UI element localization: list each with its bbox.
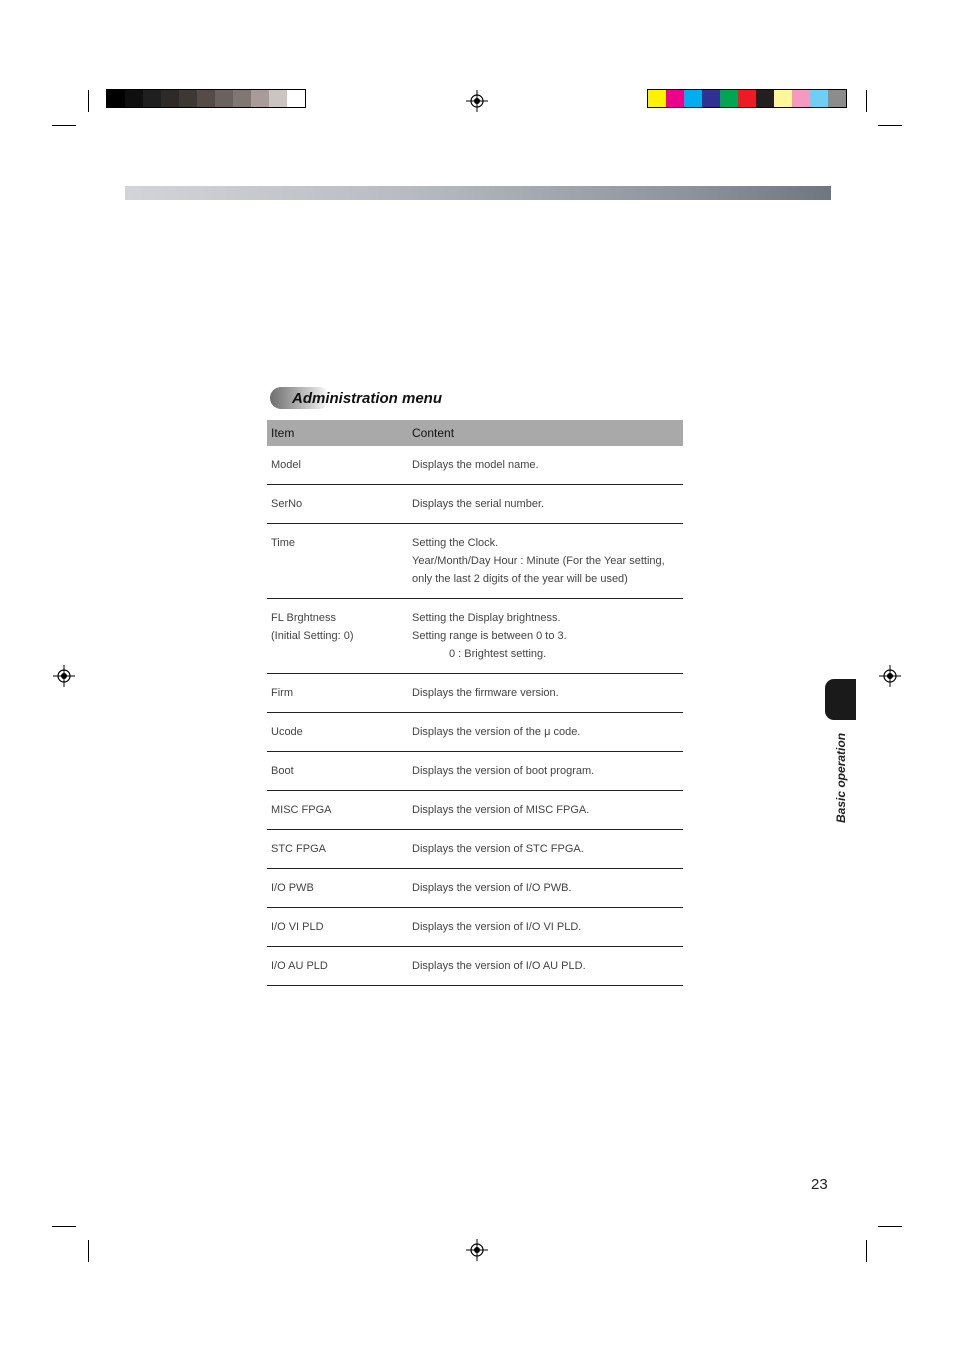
item-text: Boot [271,765,294,777]
content-text: only the last 2 digits of the year will be used) [412,573,628,585]
color-swatch [269,90,287,107]
item-cell [267,599,408,674]
crop-mark [52,125,76,126]
content-cell [408,947,683,986]
table-row [267,830,683,869]
content-text: Displays the version of the μ code. [412,726,581,738]
registration-mark-icon [466,90,488,112]
color-swatch [233,90,251,107]
color-swatch [810,90,828,107]
item-cell [267,869,408,908]
header-gradient-bar [125,186,831,200]
item-cell [267,908,408,947]
registration-mark-icon [466,1239,488,1261]
item-text: (Initial Setting: 0) [271,630,354,642]
gray-color-bar [106,89,306,108]
table-header-row [267,420,683,446]
item-text: STC FPGA [271,843,327,855]
item-cell [267,485,408,524]
table-row [267,524,683,599]
item-cell [267,947,408,986]
content-text: Displays the version of STC FPGA. [412,843,584,855]
content-cell [408,485,683,524]
color-swatch [251,90,269,107]
color-swatch [179,90,197,107]
column-header-item: Item [267,420,408,446]
color-swatch [143,90,161,107]
content-text: Displays the version of I/O PWB. [412,882,572,894]
item-cell [267,791,408,830]
registration-mark-icon [53,665,75,687]
item-text: Time [271,537,296,549]
crop-mark [878,125,902,126]
item-text: Firm [271,687,293,699]
content-cell [408,908,683,947]
column-header-content: Content [408,420,683,446]
registration-mark-icon [879,665,901,687]
item-cell [267,713,408,752]
content-cell [408,524,683,599]
item-text: Model [271,459,301,471]
color-swatch [792,90,810,107]
side-tab-label: Basic operation [834,732,848,823]
content-text: Setting the Display brightness. [412,612,561,624]
table-row [267,869,683,908]
table-body [267,446,683,986]
content-cell [408,599,683,674]
color-swatch [125,90,143,107]
section-title: Administration menu [292,389,443,407]
color-swatch [774,90,792,107]
page-number: 23 [811,1176,828,1193]
color-swatch [161,90,179,107]
table-row [267,947,683,986]
color-swatch [197,90,215,107]
crop-mark [866,90,867,112]
crop-mark [88,90,89,112]
crop-mark [878,1226,902,1227]
table-row [267,713,683,752]
item-cell [267,524,408,599]
item-text: FL Brghtness [271,612,337,624]
color-swatch [287,90,305,107]
content-cell [408,791,683,830]
process-color-bar [647,89,847,108]
content-text: Setting range is between 0 to 3. [412,630,567,642]
table-row [267,446,683,485]
color-swatch [107,90,125,107]
table-row [267,752,683,791]
item-text: MISC FPGA [271,804,332,816]
content-cell [408,446,683,485]
content-cell [408,752,683,791]
item-text: I/O PWB [271,882,314,894]
item-cell [267,830,408,869]
content-text: Displays the model name. [412,459,539,471]
color-swatch [702,90,720,107]
item-text: SerNo [271,498,303,510]
item-text: Ucode [271,726,303,738]
color-swatch [684,90,702,107]
crop-mark [88,1240,89,1262]
table-row [267,599,683,674]
table-row [267,908,683,947]
crop-mark [52,1226,76,1227]
item-cell [267,752,408,791]
color-swatch [215,90,233,107]
content-cell [408,869,683,908]
section-heading [270,387,442,409]
color-swatch [738,90,756,107]
content-text: Displays the serial number. [412,498,545,510]
content-text: Displays the firmware version. [412,687,559,699]
item-text: I/O VI PLD [271,921,324,933]
content-text: Displays the version of I/O VI PLD. [412,921,582,933]
content-cell [408,674,683,713]
table-row [267,791,683,830]
content-cell [408,713,683,752]
administration-menu-table [267,420,683,986]
color-swatch [648,90,666,107]
item-cell [267,446,408,485]
content-text: Displays the version of boot program. [412,765,595,777]
color-swatch [666,90,684,107]
content-text: 0 : Brightest setting. [449,648,547,660]
color-swatch [756,90,774,107]
color-swatch [828,90,846,107]
content-cell [408,830,683,869]
side-tab-marker [825,679,856,720]
table-row [267,485,683,524]
item-text: I/O AU PLD [271,960,328,972]
color-swatch [720,90,738,107]
table-row [267,674,683,713]
content-text: Year/Month/Day Hour : Minute (For the Year setting, [412,555,665,567]
crop-mark [866,1240,867,1262]
content-text: Displays the version of I/O AU PLD. [412,960,586,972]
content-text: Setting the Clock. [412,537,499,549]
content-text: Displays the version of MISC FPGA. [412,804,590,816]
item-cell [267,674,408,713]
